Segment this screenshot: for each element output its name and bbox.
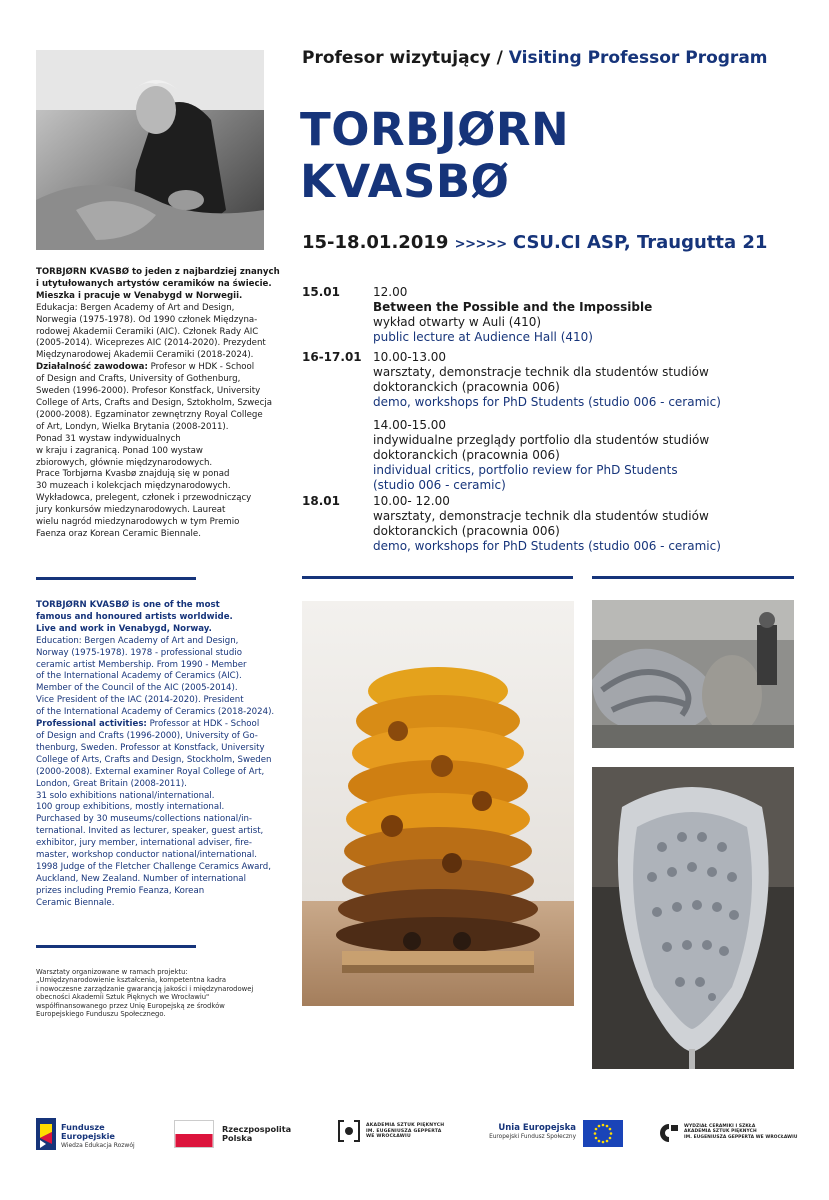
bio-text: Wykładowca, prelegent, członek i przewodniczący: [36, 493, 252, 504]
sculpture-photo-white-tubes: [592, 767, 794, 1069]
bio-line: [36, 861, 271, 874]
divider: [592, 576, 794, 579]
bio-text: Prace Torbjørna Kvasbø znajdują się w ponad: [36, 469, 230, 480]
project-footnote: [36, 968, 268, 1018]
eu-flag-icon: [583, 1120, 623, 1147]
logo-fundusze-europejskie: [36, 1118, 146, 1154]
schedule-day: 16-17.01: [302, 350, 362, 364]
bio-line: [36, 814, 268, 826]
bio-line: [36, 600, 268, 612]
bio-text: of Design and Crafts (1996-2000), University of Go-: [36, 730, 258, 741]
footnote-line: obecności Akademii Sztuk Pięknych we Wrocławiu": [36, 993, 210, 1002]
bio-line: [36, 327, 268, 339]
bio-line: [36, 267, 280, 279]
bio-text: master, workshop conductor national/international.: [36, 850, 258, 861]
schedule-line: 10.00- 12.00: [373, 494, 450, 508]
schedule-line: demo, workshops for PhD Students (studio 006 - ceramic): [373, 539, 721, 553]
bio-text: Live and work in Venabygd, Norway.: [36, 623, 212, 634]
bio-text: zbiorowych, głównie międzynarodowych.: [36, 457, 213, 468]
schedule-items: [373, 350, 721, 493]
fe-line-2: Europejskie: [61, 1131, 115, 1141]
bio-line: [36, 624, 268, 636]
bio-line: [36, 671, 268, 683]
bio-text: Professional activities:: [36, 719, 147, 730]
schedule-line: (studio 006 - ceramic): [373, 478, 506, 492]
bio-line: [36, 850, 268, 862]
schedule-day: 15.01: [302, 285, 340, 299]
bio-text: 1998 Judge of the Fletcher Challenge Ceramics Award,: [36, 861, 271, 872]
arrows-separator: >>>>>: [454, 237, 507, 252]
ue-line-2: Europejski Fundusz Społeczny: [489, 1134, 576, 1140]
logo-akademia-sztuk-pieknych: [338, 1120, 458, 1146]
wcs-line-2: AKADEMIA SZTUK PIĘKNYCH: [684, 1129, 757, 1135]
bio-text: TORBJØRN KVASBØ: [36, 600, 130, 610]
footnote-line: Europejskiego Funduszu Społecznego.: [36, 1010, 166, 1019]
schedule-line: warsztaty, demonstracje technik dla studentów studiów: [373, 509, 709, 523]
bio-text: wielu nagród miedzynarodowych w tym Premio: [36, 517, 240, 528]
bio-line: [36, 791, 268, 803]
bio-line: [36, 505, 268, 517]
bio-text: (2000-2008). External examiner Royal College of Art,: [36, 766, 265, 777]
schedule-line: warsztaty, demonstracje technik dla studentów studiów: [373, 365, 709, 379]
divider: [302, 576, 573, 579]
footnote-line: współfinansowanego przez Unię Europejską ze środków: [36, 1001, 225, 1010]
subtitle-polish: Profesor wizytujący /: [302, 48, 509, 68]
bio-text: exhibitor, jury member, international adviser, fire-: [36, 838, 253, 849]
bio-line: [36, 874, 268, 886]
fe-line-3: Wiedza Edukacja Rozwój: [61, 1142, 135, 1149]
bio-line: [36, 446, 268, 458]
schedule-gap: [373, 410, 703, 418]
fe-line-1: Fundusze: [61, 1122, 105, 1132]
studio-photo-grey-coils: [592, 600, 794, 748]
bio-line: [36, 731, 268, 743]
bio-text: Mieszka i pracuje w Venabygd w Norwegii.: [36, 290, 243, 301]
schedule-line: 10.00-13.00: [373, 350, 447, 364]
bio-text: Member of the Council of the AIC (2005-2014).: [36, 683, 238, 694]
schedule-line: individual critics, portfolio review for PhD Students: [373, 463, 678, 477]
bio-text: Ceramic Biennale.: [36, 897, 115, 908]
bio-text: of Art, Londyn, Wielka Brytania (2008-2011).: [36, 421, 229, 432]
bio-line: [36, 802, 268, 814]
rp-line-2: Polska: [222, 1133, 253, 1143]
artist-name: [300, 104, 569, 208]
bio-text: ceramic artist Membership. From 1990 - Member: [36, 659, 247, 670]
bio-line: [36, 886, 268, 898]
bio-line: [36, 648, 268, 660]
bio-text: famous and honoured artists worldwide.: [36, 611, 233, 622]
divider: [36, 577, 196, 580]
polish-flag-icon: [174, 1120, 214, 1148]
bio-text: of Design and Crafts, University of Gothenburg,: [36, 374, 241, 385]
bio-line: [36, 362, 268, 374]
bio-text: Ponad 31 wystaw indywidualnych: [36, 433, 181, 444]
program-subtitle: [302, 48, 768, 68]
event-dates: 15-18.01.2019: [302, 232, 449, 253]
asp-line-2: IM. EUGENIUSZA GEPPERTA: [366, 1128, 442, 1134]
bio-text: Norwegia (1975-1978). Od 1990 członek Międzyna-: [36, 314, 258, 325]
event-venue: CSU.CI ASP, Traugutta 21: [512, 232, 768, 253]
bio-text: Edukacja: Bergen Academy of Art and Design,: [36, 302, 235, 313]
bio-line: [36, 898, 268, 910]
artist-first-name: TORBJØRN: [300, 103, 570, 156]
wcs-line-3: IM. EUGENIUSZA GEPPERTA WE WROCŁAWIU: [684, 1134, 798, 1140]
asp-emblem-icon: [338, 1120, 360, 1142]
bio-line: [36, 767, 268, 779]
schedule-line: public lecture at Audience Hall (410): [373, 330, 593, 344]
bio-text: Vice President of the IAC (2014-2020). President: [36, 695, 244, 706]
bio-line: [36, 338, 268, 350]
bio-polish: [36, 267, 280, 541]
bio-line: [36, 386, 268, 398]
bio-text: Działalność zawodowa:: [36, 362, 148, 373]
schedule-line: wykład otwarty w Auli (410): [373, 315, 542, 329]
schedule-line: 12.00: [373, 285, 408, 299]
asp-line-1: AKADEMIA SZTUK PIĘKNYCH: [366, 1123, 445, 1128]
bio-line: [36, 422, 268, 434]
logo-unia-europejska: [480, 1120, 620, 1148]
bio-text: i utytułowanych artystów ceramików na świecie.: [36, 278, 272, 289]
bio-text: w kraju i zagranicą. Ponad 100 wystaw: [36, 445, 203, 456]
artist-portrait-photo: [36, 50, 264, 250]
bio-english: [36, 600, 275, 910]
bio-line: [36, 743, 268, 755]
bio-text: London, Great Britain (2008-2011).: [36, 778, 187, 789]
subtitle-english: Visiting Professor Program: [508, 48, 768, 68]
bio-line: [36, 660, 268, 672]
bio-text: Education: Bergen Academy of Art and Design,: [36, 635, 239, 646]
ue-line-1: Unia Europejska: [498, 1123, 576, 1133]
bio-text: thenburg, Sweden. Professor at Konstfack, University: [36, 742, 265, 753]
bio-line: [36, 754, 272, 767]
wcs-line-1: WYDZIAŁ CERAMIKI I SZKŁA: [684, 1124, 756, 1129]
bio-line: [36, 779, 268, 791]
bio-text: Purchased by 30 museums/collections national/in-: [36, 814, 253, 825]
fundusze-europejskie-icon: [36, 1118, 56, 1150]
logo-rzeczpospolita-polska: [174, 1120, 294, 1148]
footnote-line: i nowoczesne zarządzanie gwarancją jakości i międzynarodowej: [36, 984, 254, 993]
bio-text: of the International Academy of Ceramics (AIC).: [36, 671, 242, 682]
bio-line: [36, 458, 268, 470]
rp-line-1: Rzeczpospolita: [222, 1124, 292, 1134]
bio-text: Auckland, New Zealand. Number of international: [36, 873, 246, 884]
bio-line: [36, 303, 268, 315]
bio-line: [36, 315, 268, 327]
bio-line: [36, 374, 268, 386]
bio-line: [36, 481, 268, 493]
bio-text: 31 solo exhibitions national/international.: [36, 790, 215, 801]
bio-line: [36, 469, 268, 481]
bio-text: jury konkursów miedzynarodowych. Laureat: [36, 505, 226, 516]
bio-text: 30 muzeach i kolekcjach międzynarodowych.: [36, 481, 231, 492]
bio-line: [36, 719, 268, 731]
bio-text: Międzynarodowej Akademii Ceramiki (2018-2024).: [36, 350, 254, 361]
date-venue-line: [302, 232, 767, 253]
bio-text: 100 group exhibitions, mostly international.: [36, 802, 225, 813]
bio-text: Faenza oraz Korean Ceramic Biennale.: [36, 528, 201, 539]
schedule-items: [373, 494, 721, 554]
artist-last-name: KVASBØ: [300, 155, 510, 208]
footnote-line: „Umiędzynarodowienie kształcenia, kompetentna kadra: [36, 976, 227, 985]
bio-text: is one of the most: [129, 600, 220, 610]
bio-line: [36, 278, 272, 291]
bio-text: Norway (1975-1978). 1978 - professional studio: [36, 647, 242, 658]
schedule-line: doktoranckich (pracownia 006): [373, 380, 560, 394]
schedule-line: doktoranckich (pracownia 006): [373, 448, 560, 462]
schedule-line: indywidualne przeglądy portfolio dla studentów studiów: [373, 433, 710, 447]
bio-line: [36, 826, 268, 838]
bio-text: to jeden z najbardziej znanych: [129, 267, 280, 277]
bio-text: TORBJØRN KVASBØ: [36, 267, 130, 277]
bio-line: [36, 707, 275, 719]
bio-line: [36, 636, 268, 648]
logo-wydzial-ceramiki-i-szkla: [658, 1122, 798, 1144]
bio-line: [36, 397, 272, 410]
bio-text: College of Arts, Crafts and Design, Sztokholm, Szwecja: [36, 397, 272, 408]
schedule-line: Between the Possible and the Impossible: [373, 300, 653, 314]
bio-line: [36, 695, 268, 707]
footnote-line: Warsztaty organizowane w ramach projektu:: [36, 968, 188, 976]
bio-line: [36, 291, 268, 303]
divider: [36, 945, 196, 948]
bio-text: Professor at HDK - School: [146, 719, 260, 730]
bio-text: prizes including Premio Feanza, Korean: [36, 885, 205, 896]
bio-text: (2000-2008). Egzaminator zewnętrzny Royal College: [36, 409, 263, 420]
schedule-line: 14.00-15.00: [373, 418, 447, 432]
bio-text: of the International Academy of Ceramics (2018-2024).: [36, 707, 275, 718]
bio-text: (2005-2014). Wiceprezes AIC (2014-2020). Prezydent: [36, 338, 266, 349]
bio-line: [36, 838, 268, 850]
bio-line: [36, 683, 268, 695]
schedule-day: 18.01: [302, 494, 340, 508]
bio-line: [36, 493, 268, 505]
bio-line: [36, 350, 268, 362]
bio-text: ternational. Invited as lecturer, speaker, guest artist,: [36, 826, 264, 837]
schedule-line: demo, workshops for PhD Students (studio 006 - ceramic): [373, 395, 721, 409]
sculpture-photo-yellow-stack: [302, 601, 574, 1006]
bio-text: rodowej Akademii Ceramiki (AIC). Członek Rady AIC: [36, 326, 259, 337]
bio-line: [36, 434, 268, 446]
bio-line: [36, 612, 268, 624]
wcs-emblem-icon: [658, 1122, 680, 1144]
bio-text: Profesor w HDK - School: [147, 362, 255, 373]
bio-text: Sweden (1996-2000). Profesor Konstfack, University: [36, 386, 261, 397]
bio-line: [36, 529, 268, 541]
bio-text: College of Arts, Crafts and Design, Stockholm, Sweden: [36, 754, 272, 765]
schedule-items: [373, 285, 703, 345]
bio-line: [36, 410, 268, 422]
asp-line-3: WE WROCŁAWIU: [366, 1134, 411, 1140]
bio-line: [36, 517, 268, 529]
schedule-line: doktoranckich (pracownia 006): [373, 524, 560, 538]
